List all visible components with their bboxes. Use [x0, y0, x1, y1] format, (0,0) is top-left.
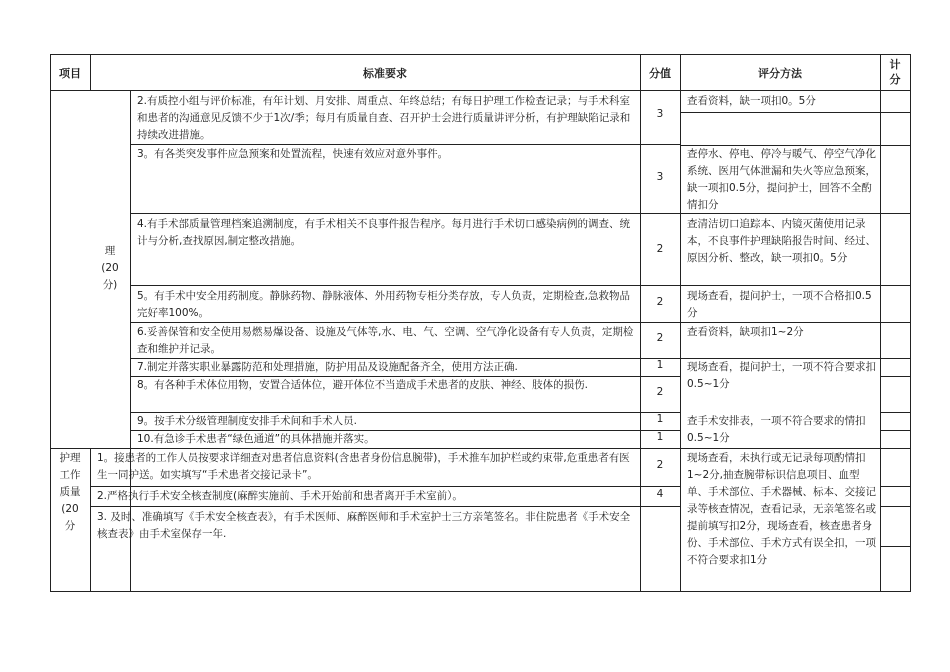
score-value: 3: [656, 171, 664, 183]
score-value: 2: [656, 332, 664, 344]
section-label: [90, 243, 130, 294]
requirement-text: 4.有手术部质量管理档案追溯制度，有手术相关不良事件报告程序。每月进行手术切口感染病例的调查、统计与分析,查找原因,制定整改措施。: [137, 218, 631, 247]
section-label-line: (20: [101, 262, 119, 274]
section-label: [50, 450, 90, 535]
method-text: 现场查看，提问护士，一项不符合要求扣0.5~1分: [687, 361, 876, 390]
method-text: 现场查看，未执行或无记录每项酌情扣1~2分,抽查腕带标识信息项目、血型单、手术部位、手术器械、标本、交接记录等核查情况，查看记录，无亲笔签名或提前填写扣2分，现场查看，核查患者身份、手术部位、手术方式有误全扣，一项不符合要求扣1分: [687, 452, 876, 566]
section-label-line: (20: [61, 503, 79, 515]
section-label-line: 分): [102, 279, 118, 291]
requirement-text: 6.妥善保管和安全使用易燃易爆设备、设施及气体等,水、电、气、空调、空气净化设备有专人负责，定期检查和维护并记录。: [137, 326, 634, 355]
method-text: 查看资料，缺项扣1~2分: [687, 326, 804, 338]
score-value: 1: [656, 431, 664, 443]
requirement-text: 8。有各种手术体位用物，安置合适体位，避开体位不当造成手术患者的皮肤、神经、肢体的损伤.: [137, 379, 589, 391]
score-value: 1: [656, 359, 664, 371]
requirement-text: 1。接患者的工作人员按要求详细查对患者信息资料(含患者身份信息腕带)，手术推车加护栏或约束带,危重患者有医生一同护送。如实填写“手术患者交接记录卡”。: [97, 452, 630, 481]
header-standard: 标准要求: [363, 67, 407, 80]
method-text: 现场查看，提问护士，一项不合格扣0.5分: [687, 290, 872, 319]
score-value: 2: [656, 459, 664, 471]
header-method: 评分方法: [758, 67, 802, 80]
requirement-text: 3. 及时、准确填写《手术安全核查表》，有手术医师、麻醉医师和手术室护士三方亲笔签名。非住院患者《手术安全核查表》由手术室保存一年.: [97, 511, 631, 540]
method-text: 查看资料，缺一项扣0。5分: [687, 95, 816, 107]
header-score-value: 分值: [649, 67, 671, 80]
section-label-line: 护理: [59, 452, 81, 464]
requirement-text: 5。有手术中安全用药制度。静脉药物、静脉液体、外用药物专柜分类存放，专人负责，定期检查,急救物品完好率100%。: [137, 290, 631, 319]
header-project: 项目: [59, 67, 81, 80]
header-tally: [880, 57, 910, 87]
score-value: 2: [656, 243, 664, 255]
score-value: 2: [656, 296, 664, 308]
requirement-text: 10.有急诊手术患者“绿色通道”的具体措施并落实。: [137, 433, 375, 445]
requirement-text: 9。按手术分级管理制度安排手术间和手术人员.: [137, 415, 358, 427]
header-tally-top: 计: [889, 58, 901, 71]
score-value: 4: [656, 488, 664, 500]
score-value: 3: [656, 108, 664, 120]
method-text: 查清洁切口追踪本、内镜灭菌使用记录本，不良事件护理缺陷报告时间、经过、原因分析、整改，缺一项扣0。5分: [687, 218, 876, 264]
header-tally-bottom: 分: [889, 73, 901, 86]
requirement-text: 2.有质控小组与评价标准，有年计划、月安排、周重点、年终总结；有每日护理工作检查记录；与手术科室和患者的沟通意见反馈不少于1次/季；每月有质量自查、召开护士会进行质量讲评分析，有护理缺陷记录和持续改进措施。: [137, 95, 631, 141]
section-label-line: 质量: [59, 486, 81, 498]
requirement-text: 2.严格执行手术安全核查制度(麻醉实施前、手术开始前和患者离开手术室前）。: [97, 490, 463, 502]
score-value: 1: [656, 413, 664, 425]
section-label-line: 理: [104, 245, 116, 257]
section-label-line: 工作: [59, 469, 81, 481]
requirement-text: 3。有各类突发事件应急预案和处置流程，快速有效应对意外事件。: [137, 148, 449, 160]
method-text: 查手术安排表，一项不符合要求的情扣0.5~1分: [687, 415, 866, 444]
score-value: 2: [656, 386, 664, 398]
method-text: 查停水、停电、停冷与暖气、停空气净化系统、医用气体泄漏和失火等应急预案，缺一项扣0.5分，提问护士，回答不全酌情扣分: [687, 148, 876, 211]
section-label-line: 分: [64, 520, 76, 532]
requirement-text: 7.制定并落实职业暴露防范和处理措施，防护用品及设施配备齐全，使用方法正确.: [137, 361, 518, 373]
